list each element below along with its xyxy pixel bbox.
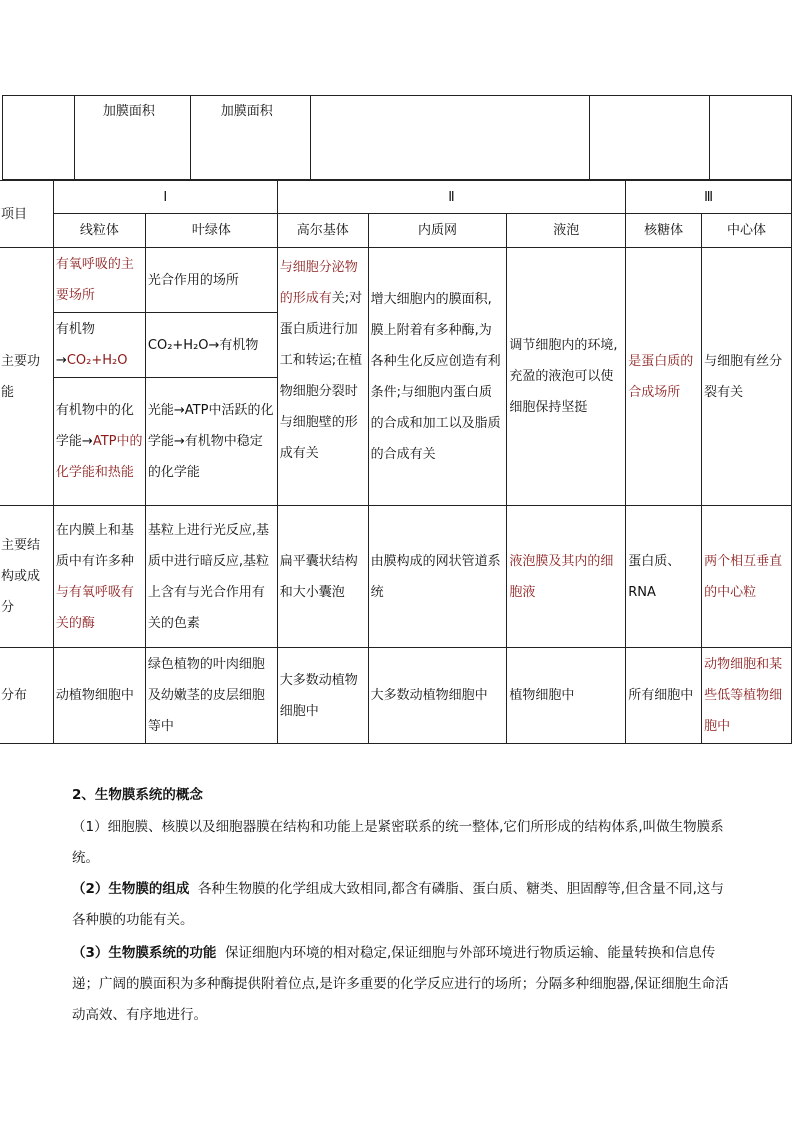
- item-label: 项目: [0, 181, 53, 248]
- golgi-function-rest: 关;对蛋白质进行加工和转运;在植物细胞分裂时与细胞壁的形成有关: [279, 291, 363, 461]
- ribosome-structure: 蛋白质、RNA: [626, 506, 702, 648]
- mito-structure-b: 与有氧呼吸有关的酶: [55, 584, 134, 631]
- mito-distribution: 动植物细胞中: [53, 648, 145, 744]
- group-2-header: Ⅱ: [277, 181, 625, 214]
- paragraph-2-body: 各种生物膜的化学组成大致相同,都含有磷脂、蛋白质、糖类、胆固醇等,但含量不同,这与各种膜的功能有关。: [72, 881, 724, 928]
- vacuole-function: 调节细胞内的环境,充盈的液泡可以使细胞保持坚挺: [507, 248, 626, 506]
- vacuole-structure: 液泡膜及其内的细胞液: [507, 506, 626, 648]
- ribosome-function: 是蛋白质的合成场所: [626, 248, 702, 506]
- top-cell-2: 加膜面积: [190, 96, 310, 180]
- mito-function-2a: 有机物→: [55, 322, 95, 368]
- col-golgi: 高尔基体: [277, 214, 368, 248]
- chloro-structure: 基粒上进行光反应,基质中进行暗反应,基粒上含有与光合作用有关的色素: [145, 506, 277, 648]
- er-function: 增大细胞内的膜面积,膜上附着有多种酶,为各种生化反应创造有利条件;与细胞内蛋白质的合成和加工以及脂质的合成有关: [368, 248, 507, 506]
- chloro-function-3: 光能→ATP中活跃的化学能→有机物中稳定的化学能: [145, 378, 277, 506]
- mito-function-3a: 有机物中的化学能→: [55, 403, 134, 449]
- function-label: 主要功能: [0, 248, 53, 506]
- mito-function-2: [53, 313, 145, 378]
- top-partial-table: [2, 95, 792, 180]
- golgi-structure: 扁平囊状结构和大小囊泡: [277, 506, 368, 648]
- er-distribution: 大多数动植物细胞中: [368, 648, 507, 744]
- top-cell-1: 加膜面积: [74, 96, 190, 180]
- mito-function-3: [53, 378, 145, 506]
- golgi-distribution: 大多数动植物细胞中: [277, 648, 368, 744]
- mito-function-2b: CO₂+H₂O: [66, 353, 128, 368]
- col-chloroplast: 叶绿体: [145, 214, 277, 248]
- structure-label: 主要结构或成分: [0, 506, 53, 648]
- paragraph-3-heading: （3）生物膜系统的功能: [72, 945, 217, 961]
- chloro-function-1: 光合作用的场所: [145, 248, 277, 313]
- col-vacuole: 液泡: [507, 214, 626, 248]
- chloro-distribution: 绿色植物的叶肉细胞及幼嫩茎的皮层细胞等中: [145, 648, 277, 744]
- centrosome-distribution: 动物细胞和某些低等植物细胞中: [702, 648, 792, 744]
- section-2-paragraph-2: [72, 874, 732, 936]
- centrosome-function: 与细胞有丝分裂有关: [702, 248, 792, 506]
- chloro-function-2: CO₂+H₂O→有机物: [145, 313, 277, 378]
- col-ribosome: 核糖体: [626, 214, 702, 248]
- group-1-header: Ⅰ: [53, 181, 277, 214]
- paragraph-3-body: 保证细胞内环境的相对稳定,保证细胞与外部环境进行物质运输、能量转换和信息传递；广阔的膜面积为多种酶提供附着位点,是许多重要的化学反应进行的场所；分隔多种细胞器,保证细胞生命活动高效、有序地进行。: [72, 945, 729, 1023]
- mito-function-3b: ATP中的化学能和热能: [55, 434, 143, 480]
- top-cell-empty-4: [710, 96, 792, 180]
- col-er: 内质网: [368, 214, 507, 248]
- mito-function-1: 有氧呼吸的主要场所: [53, 248, 145, 313]
- organelle-table: [0, 180, 792, 744]
- col-mitochondria: 线粒体: [53, 214, 145, 248]
- section-2-paragraph-3: [72, 938, 732, 1031]
- top-cell-empty-2: [310, 96, 590, 180]
- er-structure: 由膜构成的网状管道系统: [368, 506, 507, 648]
- group-3-header: Ⅲ: [626, 181, 792, 214]
- top-cell-empty-3: [590, 96, 710, 180]
- section-2-title: 2、生物膜系统的概念: [72, 787, 203, 803]
- section-2-paragraph-1: （1）细胞膜、核膜以及细胞器膜在结构和功能上是紧密联系的统一整体,它们所形成的结构体系,叫做生物膜系统。: [72, 819, 724, 866]
- golgi-function: [277, 248, 368, 506]
- mito-structure: [53, 506, 145, 648]
- vacuole-distribution: 植物细胞中: [507, 648, 626, 744]
- ribosome-distribution: 所有细胞中: [626, 648, 702, 744]
- top-cell-empty: [3, 96, 75, 180]
- distribution-label: 分布: [0, 648, 53, 744]
- paragraph-2-heading: （2）生物膜的组成: [72, 881, 190, 897]
- mito-structure-a: 在内膜上和基质中有许多种: [55, 522, 134, 569]
- golgi-function-red: 与细胞分泌物的形成有: [279, 260, 358, 306]
- col-centrosome: 中心体: [702, 214, 792, 248]
- centrosome-structure: 两个相互垂直的中心粒: [702, 506, 792, 648]
